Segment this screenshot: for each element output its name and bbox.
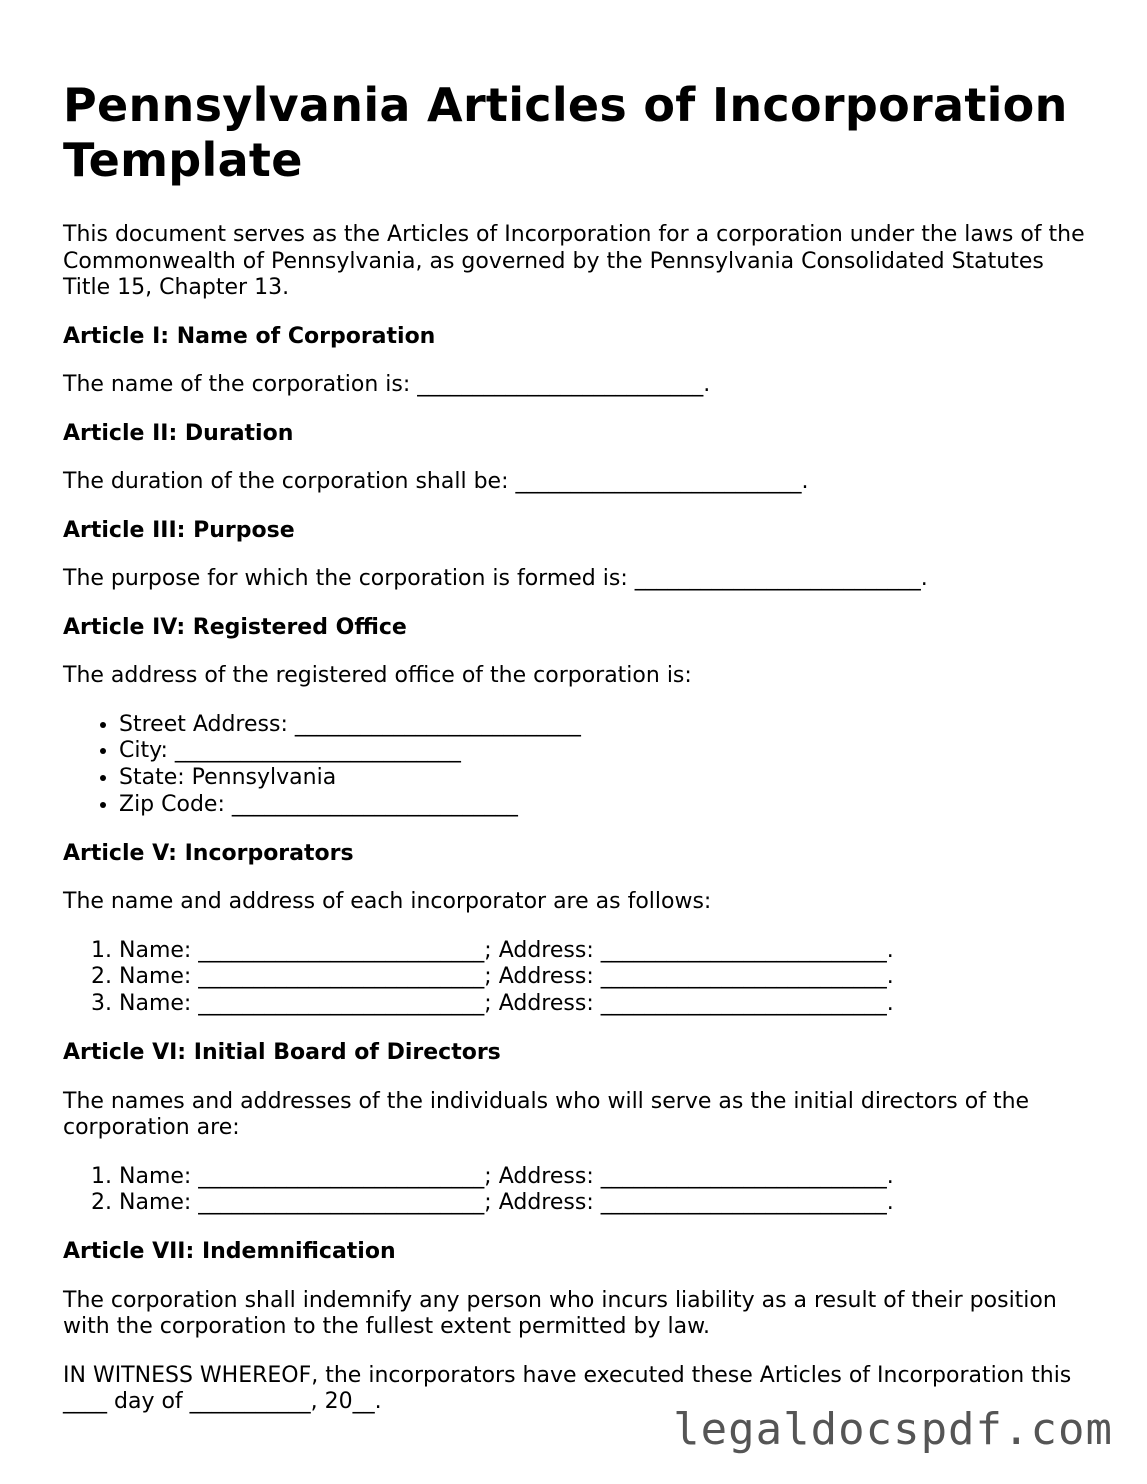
article-4-text: The address of the registered office of the corporation is: (63, 663, 692, 688)
witness-paragraph: IN WITNESS WHEREOF, the incorporators have executed these Articles of Incorporation this ____ day of ___________, 20__. (63, 1362, 1072, 1415)
list-item: 2. Name: __________________________; Address: __________________________. (119, 964, 1093, 991)
list-item: • Street Address: __________________________ (119, 712, 1093, 739)
list-item: • City: __________________________ (119, 738, 1093, 765)
article-4-heading: Article IV: Registered Office (63, 614, 407, 640)
intro-paragraph: This document serves as the Articles of Incorporation for a corporation under the laws of the Commonwealth of Pennsylvania, as governed by the Pennsylvania Consolidated Statutes Title 15, Chapter 13. (63, 222, 1085, 300)
article-5-text: The name and address of each incorporator are as follows: (63, 889, 712, 915)
directors-list (63, 1164, 1093, 1218)
article-6-heading: Article VI: Initial Board of Directors (63, 1040, 501, 1066)
article-2-text: The duration of the corporation shall be: __________________________. (63, 469, 809, 494)
list-item: 1. Name: __________________________; Address: __________________________. (119, 938, 1093, 965)
incorporators-list (63, 938, 1093, 1018)
registered-office-list (63, 712, 1093, 819)
article-6-text: The names and addresses of the individuals who will serve as the initial directors of the corporation are: (63, 1088, 1030, 1141)
watermark: legaldocspdf.com (673, 1404, 1113, 1455)
article-5-heading: Article V: Incorporators (63, 840, 354, 866)
list-item: 1. Name: __________________________; Address: __________________________. (119, 1164, 1093, 1191)
document (63, 78, 1093, 1438)
list-item: • State: Pennsylvania (119, 765, 1093, 792)
article-1-heading: Article I: Name of Corporation (63, 323, 436, 349)
article-1-text: The name of the corporation is: __________________________. (63, 372, 711, 397)
article-3-text: The purpose for which the corporation is formed is: __________________________. (63, 566, 928, 591)
article-7-text: The corporation shall indemnify any person who incurs liability as a result of their position with the corporation to the fullest extent permitted by law. (63, 1287, 1057, 1340)
page-title: Pennsylvania Articles of Incorporation Template (63, 78, 1068, 187)
list-item: 3. Name: __________________________; Address: __________________________. (119, 991, 1093, 1018)
article-7-heading: Article VII: Indemnification (63, 1239, 396, 1265)
list-item: • Zip Code: __________________________ (119, 792, 1093, 819)
article-3-heading: Article III: Purpose (63, 517, 295, 543)
article-2-heading: Article II: Duration (63, 420, 294, 446)
list-item: 2. Name: __________________________; Address: __________________________. (119, 1190, 1093, 1217)
